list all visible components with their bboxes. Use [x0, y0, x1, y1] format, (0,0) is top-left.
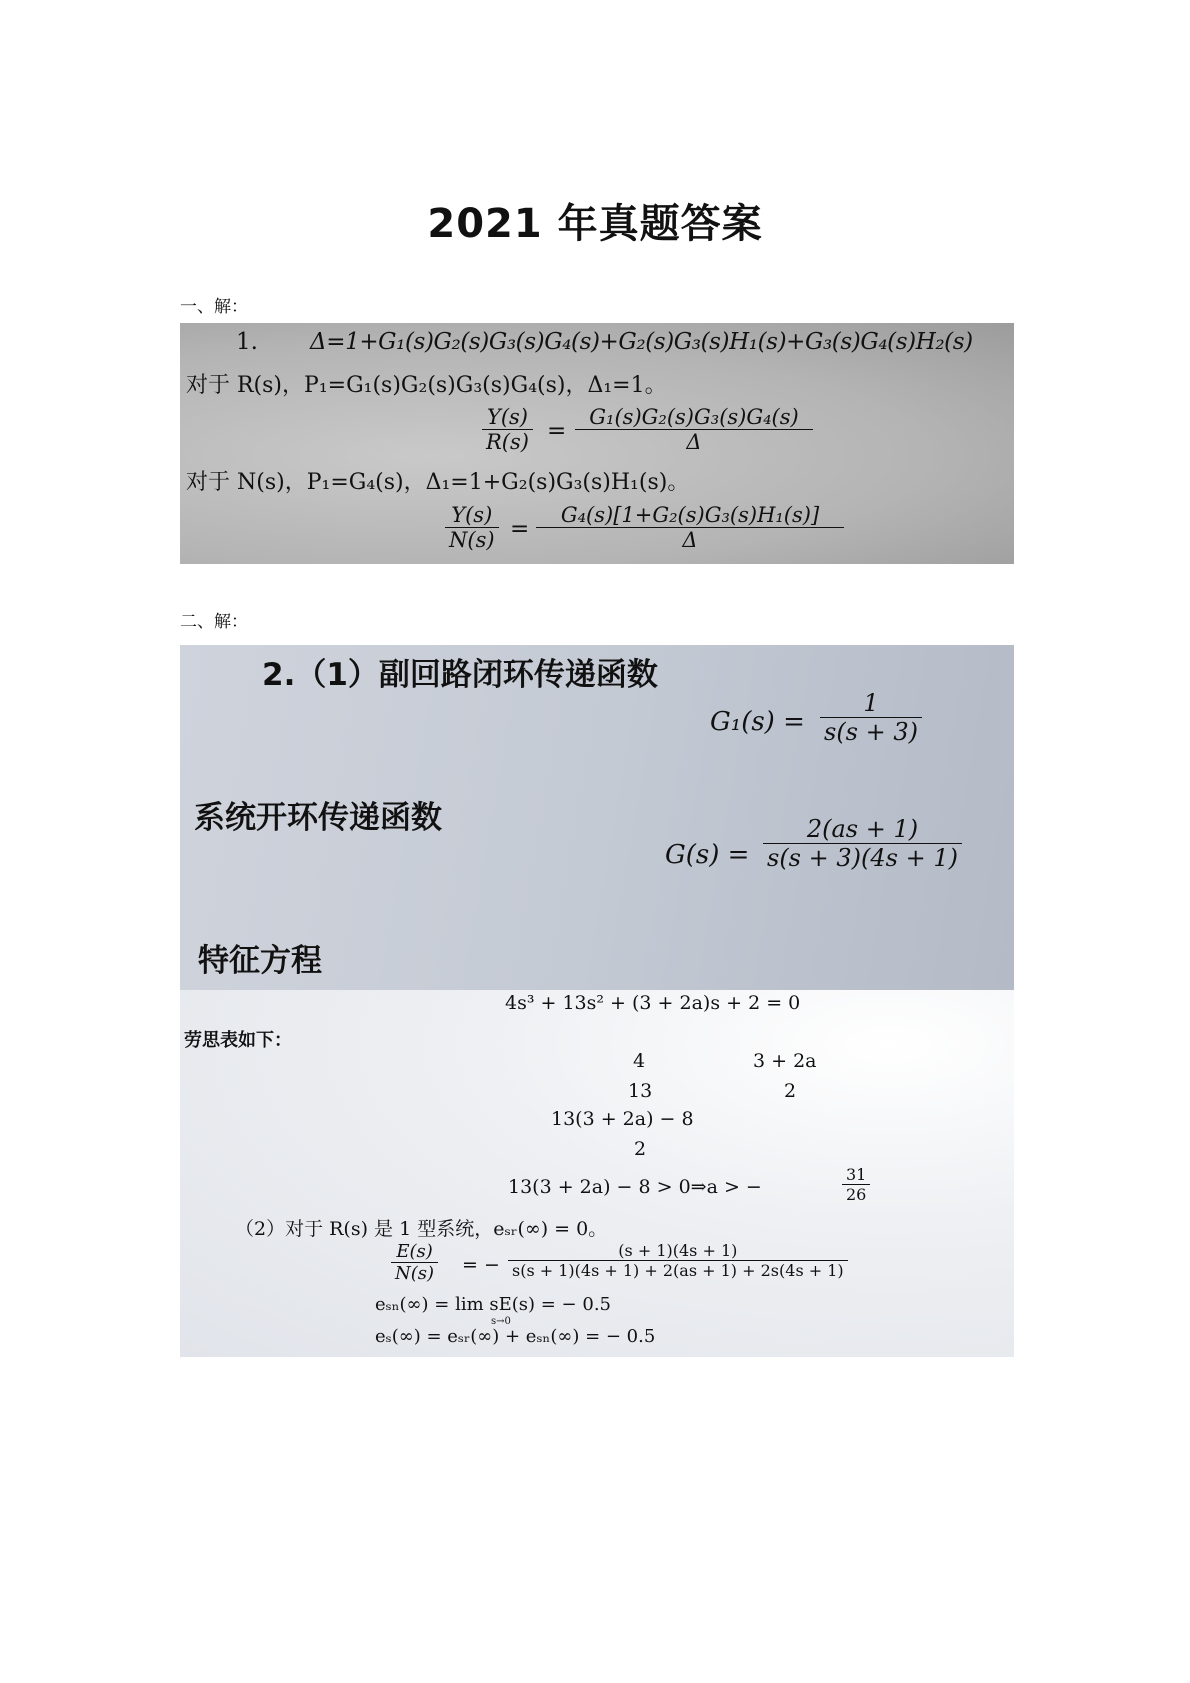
- g-lhs: G(s) =: [665, 840, 750, 870]
- routh-r2c1: 13: [628, 1080, 653, 1102]
- limit-subscript: s→0: [491, 1316, 511, 1327]
- routh-r2c2: 2: [784, 1080, 797, 1102]
- section-2-solution-photo-bottom: [180, 990, 1014, 1357]
- error-transfer-fraction: $\frac{(s + 1)(4s + 1)}{s(s + 1)(4s + 1) + 2(as + 1) + 2s(4s + 1)}$: [508, 1241, 848, 1280]
- subquestion-1-heading: 2.（1）副回路闭环传递函数: [262, 657, 658, 693]
- item-number: 1.: [236, 329, 258, 355]
- section-1-label: 一、解：: [180, 297, 248, 317]
- transfer-r-fraction: $\frac{\text{G₁(s)G₂(s)G₃(s)G₄(s)}}{\Delta}$: [575, 405, 813, 454]
- characteristic-heading: 特征方程: [198, 943, 322, 979]
- delta-expression: Δ=1+G₁(s)G₂(s)G₃(s)G₄(s)+G₂(s)G₃(s)H₁(s)+G₃(s)G₄(s)H₂(s): [310, 329, 973, 355]
- equals-sign: =: [547, 418, 567, 444]
- routh-r1c1: 4: [633, 1050, 646, 1072]
- page-title: 2021 年真题答案: [427, 201, 763, 247]
- transfer-n-fraction: $\frac{\text{G₄(s)[1+G₂(s)G₃(s)H₁(s)]}}{\Delta}$: [536, 503, 844, 552]
- open-loop-heading: 系统开环传递函数: [194, 800, 442, 836]
- stability-condition: 13(3 + 2a) − 8 > 0⇒a > −: [508, 1176, 762, 1198]
- section-1-solution-photo: [180, 323, 1014, 564]
- y-over-n-fraction: $\frac{Y(s)}{N(s)}$: [445, 503, 499, 552]
- esn-line: eₛₙ(∞) = lim sE(s) = − 0.5: [375, 1294, 611, 1315]
- g1-fraction: $\frac{1}{s(s + 3)}$: [820, 689, 922, 746]
- equals-minus: = −: [462, 1254, 500, 1276]
- e-over-n-fraction: $\frac{E(s)}{N(s)}$: [391, 1241, 438, 1284]
- equals-sign: =: [510, 516, 530, 542]
- y-over-r-fraction: $\frac{Y(s)}{R(s)}$: [482, 405, 533, 454]
- routh-r4c1: 2: [634, 1138, 647, 1160]
- g-fraction: $\frac{2(as + 1)}{s(s + 3)(4s + 1)}$: [763, 815, 962, 872]
- routh-label: 劳思表如下：: [184, 1030, 292, 1051]
- routh-r1c2: 3 + 2a: [753, 1050, 817, 1072]
- section-2-label: 二、解：: [180, 612, 248, 632]
- characteristic-equation: 4s³ + 13s² + (3 + 2a)s + 2 = 0: [505, 992, 801, 1014]
- condition-fraction: $\frac{31}{26}$: [842, 1165, 870, 1204]
- subquestion-2-line: （2）对于 R(s) 是 1 型系统，eₛᵣ(∞) = 0。: [235, 1218, 608, 1240]
- case-r-line: 对于 R(s)，P₁=G₁(s)G₂(s)G₃(s)G₄(s)，Δ₁=1。: [186, 373, 667, 398]
- g1-lhs: G₁(s) =: [710, 707, 805, 737]
- case-n-line: 对于 N(s)，P₁=G₄(s)，Δ₁=1+G₂(s)G₃(s)H₁(s)。: [186, 470, 690, 495]
- ess-line: eₛ(∞) = eₛᵣ(∞) + eₛₙ(∞) = − 0.5: [375, 1326, 656, 1347]
- section-2-solution-photo-top: [180, 645, 1014, 990]
- routh-r3c1: 13(3 + 2a) − 8: [551, 1108, 694, 1130]
